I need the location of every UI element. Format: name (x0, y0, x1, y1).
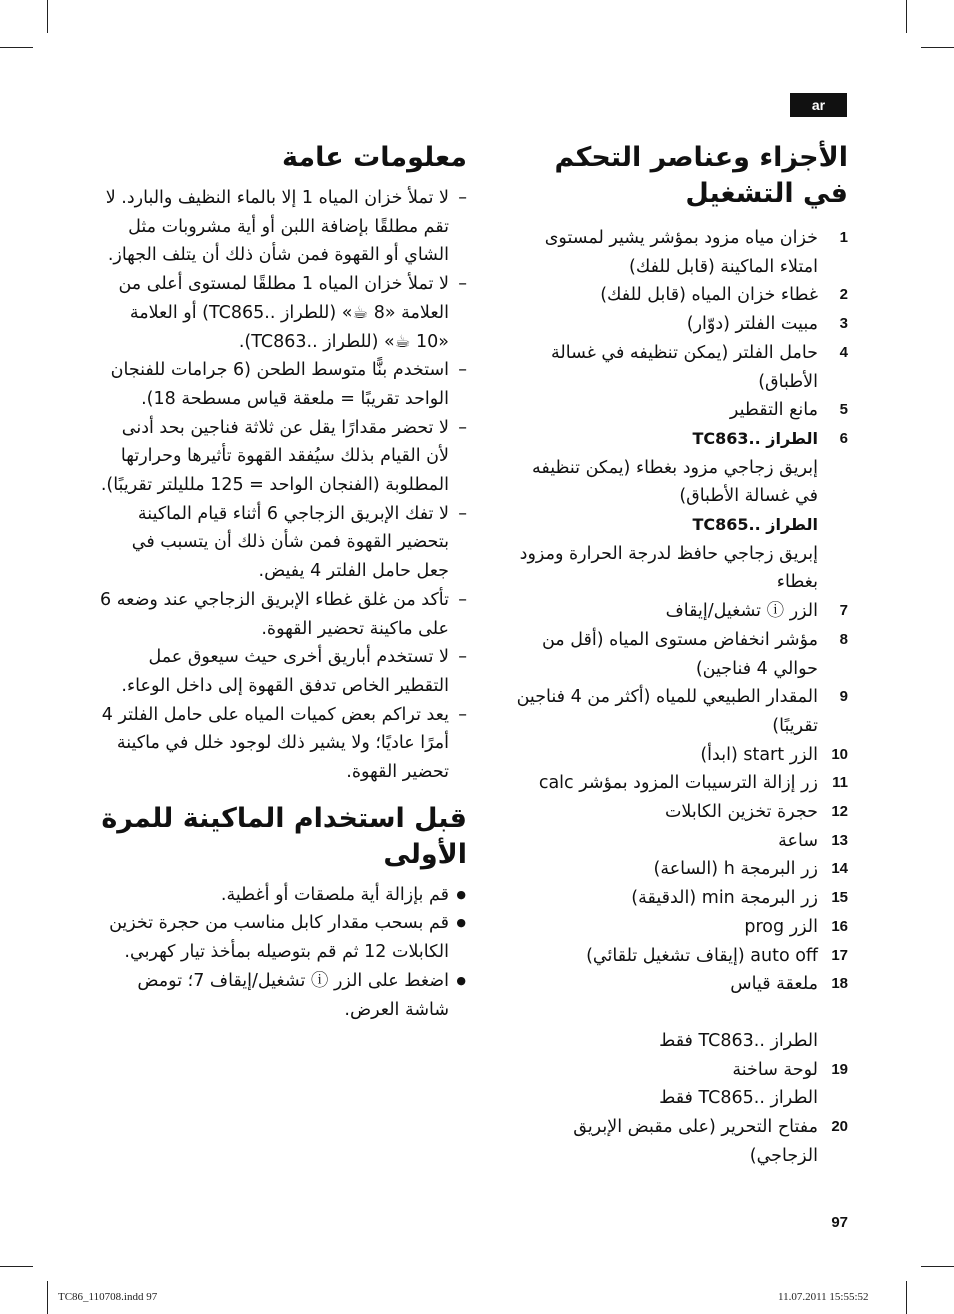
parts-list (505, 224, 848, 1171)
legend-item (505, 855, 848, 884)
legend-text: زر إزالة الترسيبات المزود بمؤشر calc (538, 773, 818, 794)
legend-item (505, 942, 848, 971)
list-item: – لا تستخدم أباريق أخرى حيث سيعوق عمل التقطير الخاص تدفق القهوة إلى داخل الوعاء. (100, 643, 467, 700)
legend-text: الزر start (ابدأ) (700, 744, 818, 765)
legend-text: ملعقة قياس (730, 974, 818, 995)
crop-mark (921, 47, 954, 48)
legend-text: إبريق زجاجي حافظ لدرجة الحرارة ومزود بغطاء (519, 543, 818, 593)
date-slug: 11.07.2011 15:55:52 (778, 1291, 869, 1303)
legend-item (505, 1084, 848, 1113)
list-item: ● قم بسحب مقدار كابل مناسب من حجرة تخزين الكابلات 12 ثم قم بتوصيله بمأخذ تيار كهربي. (100, 909, 467, 966)
legend-item (505, 1027, 848, 1056)
legend-number: 12 (831, 803, 848, 821)
legend-item (505, 224, 848, 281)
legend-text: الطراز ..TC863 (692, 428, 818, 448)
language-badge: ar (790, 93, 847, 117)
legend-text: غطاء خزان المياه (قابل للفك) (600, 285, 818, 306)
list-item: – لا تملأ خزان المياه 1 إلا بالماء النظيف والبارد. لا تقم مطلقًا بإضافة اللبن أو أية مشروبات مثل الشاي أو القهوة فمن شأن ذلك أن يتلف الجهاز. (100, 184, 467, 270)
legend-text: لوحة ساخنة (732, 1059, 818, 1080)
legend-item (505, 798, 848, 827)
legend-item (505, 683, 848, 740)
legend-text: الطراز ..TC865 (692, 515, 818, 535)
page-number: 97 (831, 1214, 848, 1231)
legend-item (505, 540, 848, 597)
legend-text: مانع التقطير (729, 400, 818, 421)
legend-item (505, 884, 848, 913)
legend-text: مفتاح التحرير (على مقبض الإبريق الزجاجي) (573, 1117, 818, 1166)
list-item: – تأكد من غلق غطاء الإبريق الزجاجي عند وضعه 6 على ماكينة تحضير القهوة. (100, 586, 467, 643)
legend-number: 7 (839, 602, 848, 620)
list-item: – يعد تراكم بعض كميات المياه على حامل الفلتر 4 أمرًا عاديًا؛ ولا يشير ذلك لوجود خلل في ماكينة تحضير القهوة. (100, 701, 467, 787)
legend-item (505, 827, 848, 856)
legend-item (505, 913, 848, 942)
info-section (100, 140, 467, 1024)
file-slug: TC86_110708.indd 97 (58, 1291, 158, 1303)
legend-text: مؤشر انخفاض مستوى المياه (أقل من حوالي 4 فناجين) (541, 629, 818, 679)
legend-item (505, 741, 848, 770)
legend-number: 2 (839, 286, 848, 304)
legend-text: حجرة تخزين الكابلات (664, 802, 818, 823)
general-info-list (100, 184, 467, 787)
legend-item (505, 626, 848, 683)
list-item: ● اضغط على الزر ⓘ تشغيل/إيقاف 7؛ تومض شاشة العرض. (100, 967, 467, 1024)
legend-number: 1 (839, 229, 848, 246)
legend-item (505, 310, 848, 339)
crop-mark (0, 1266, 33, 1267)
legend-number: 6 (839, 429, 848, 447)
crop-mark (0, 47, 33, 48)
legend-text: خزان مياه مزود بمؤشر يشير لمستوى امتلاء الماكينة (قابل للفك) (544, 228, 818, 277)
legend-number: 11 (832, 774, 848, 792)
legend-text: auto off (إيقاف تشغيل تلقائي) (586, 945, 818, 966)
legend-item (505, 454, 848, 511)
legend-item (505, 769, 848, 798)
legend-item (505, 425, 848, 454)
legend-number: 17 (831, 946, 848, 964)
legend-item (505, 1056, 848, 1085)
list-item: ● قم بإزالة أية ملصقات أو أغطية. (100, 881, 467, 910)
legend-item (505, 597, 848, 626)
legend-item (505, 511, 848, 540)
first-use-list (100, 881, 467, 1025)
legend-number: 15 (831, 889, 848, 907)
first-use-heading: قبل استخدام الماكينة للمرة الأولى (101, 802, 467, 870)
legend-text: زر البرمجة min (الدقيقة) (631, 888, 818, 909)
legend-number: 16 (831, 917, 848, 935)
list-item: – لا تفك الإبريق الزجاجي 6 أثناء قيام الماكينة بتحضير القهوة فمن شأن ذلك أن يتسبب في جعل حامل الفلتر 4 يفيض. (100, 500, 467, 586)
legend-number: 18 (831, 975, 848, 993)
legend-number: 5 (839, 401, 848, 419)
crop-mark (47, 1281, 48, 1314)
general-info-heading: معلومات عامة (282, 142, 467, 173)
legend-number: 8 (839, 630, 848, 648)
legend-number: 20 (831, 1118, 848, 1136)
legend-text: زر البرمجة h (الساعة) (653, 859, 818, 880)
legend-item (505, 281, 848, 310)
crop-mark (906, 0, 907, 33)
legend-item (505, 396, 848, 425)
legend-text: الطراز ..TC865 فقط (659, 1088, 818, 1109)
legend-item (505, 339, 848, 396)
list-item: – لا تملأ خزان المياه 1 مطلقًا لمستوى أعلى من العلامة «8 ☕» (للطراز ..TC865) أو العلامة «10 ☕» (للطراز ..TC863). (100, 270, 467, 356)
legend-text: الزر ⓘ تشغيل/إيقاف (665, 601, 818, 622)
legend-text: المقدار الطبيعي للمياه (أكثر من 4 فناجين تقريبًا) (516, 687, 818, 736)
crop-mark (906, 1281, 907, 1314)
legend-text: مبيت الفلتر (دوّار) (686, 314, 818, 335)
legend-text: إبريق زجاجي مزود بغطاء (يمكن تنظيفه في غسالة الأطباق) (532, 457, 818, 507)
list-item: – لا تحضر مقدارًا يقل عن ثلاثة فناجين بحد أدنى لأن القيام بذلك سيُفقد القهوة تأثيرها وحرارتها المطلوبة (الفنجان الواحد = 125 ملليلتر تقريبًا). (100, 414, 467, 500)
legend-number: 9 (839, 688, 848, 706)
legend-text: الزر prog (744, 916, 818, 937)
legend-text: الطراز ..TC863 فقط (659, 1030, 818, 1051)
list-item: – استخدم بنًّا متوسط الطحن (6 جرامات للفنجان الواحد تقريبًا = ملعقة قياس مسطحة 18). (100, 356, 467, 413)
legend-item (505, 970, 848, 999)
legend-number: 13 (831, 831, 848, 849)
legend-number: 14 (831, 860, 848, 878)
legend-item (505, 1113, 848, 1170)
legend-number: 3 (839, 315, 848, 333)
legend-number: 19 (831, 1060, 848, 1078)
crop-mark (47, 0, 48, 33)
legend-number: 10 (831, 745, 848, 763)
legend-number: 4 (839, 343, 848, 361)
parts-section (505, 140, 848, 1171)
legend-text: ساعة (778, 830, 818, 851)
legend-text: حامل الفلتر (يمكن تنظيفه في غسالة الأطباق) (551, 342, 818, 392)
crop-mark (921, 1266, 954, 1267)
parts-heading: الأجزاء وعناصر التحكم في التشغيل (554, 142, 848, 209)
legend-item (505, 999, 848, 1027)
